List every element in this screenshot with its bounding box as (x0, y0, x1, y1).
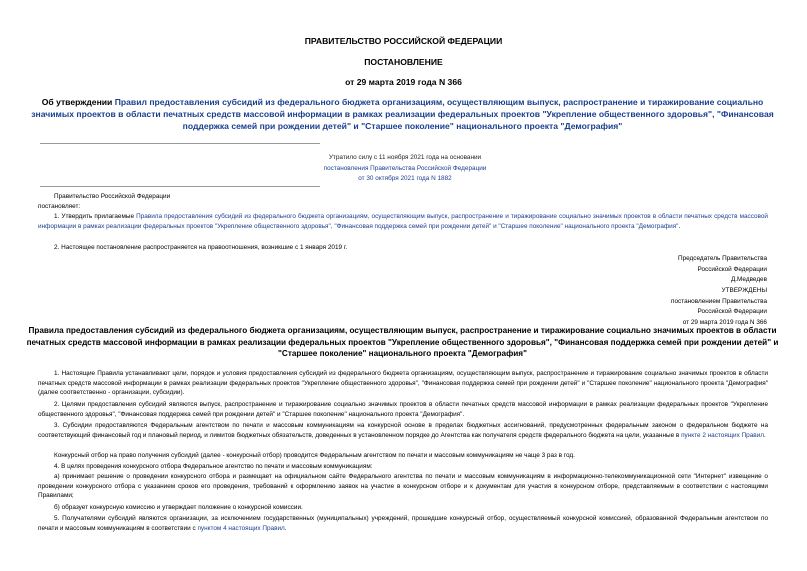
document-title (20, 96, 785, 132)
divider-top (40, 143, 320, 144)
repeal-notice-text: Утратило силу с 11 ноября 2021 года на основании (328, 154, 482, 161)
doc-type-heading: ПОСТАНОВЛЕНИЕ (364, 57, 443, 67)
rule-4b: б) образует конкурсную комиссию и утверждает положение о конкурсной комиссии. (54, 504, 303, 511)
document-title-prefix: Об утверждении (41, 97, 115, 107)
signature-line-1: Председатель Правительства (678, 255, 767, 262)
rule-5-suffix: . (284, 524, 287, 532)
rule-4a: а) принимает решение о проведении конкурсного отбора и размещает на официальном сайте Федерального агентства по печати и массовым коммуникациям в информационно-телекоммуникационной сети "Интернет" извещение о проведении конкурсного отбора с указанием сроков его проведения, требований к оформлению заявок на участие в конкурсном отборе и к документам для участия в конкурсном отборе, представляемым в соответствии с настоящими Правилами; (38, 473, 768, 500)
rule-1: 1. Настоящие Правила устанавливают цели, порядок и условия предоставления субсидий из федерального бюджета организациям, осуществляющим выпуск, распространение и тиражирование социально значимых проектов в области печатных средств массовой информации в рамках реализации федеральных проектов "Укрепление общественного здоровья", "Финансовая поддержка семей при рождении детей" и "Старшее поколение" национального проекта "Демография" (далее соответственно - организации, субсидии). (38, 370, 768, 397)
rule-3-suffix: . (764, 431, 766, 439)
divider-bottom (40, 186, 320, 187)
rule-5-prefix: 5. Получателями субсидий являются организации, за исключением государственных (муниципальных) учреждений, прошедшие конкурсный отбор, осуществляемый конкурсной комиссией, образованной Федеральным агентством по печати и массовым коммуникациям в соответствии с (38, 515, 768, 532)
approved-line-4: от 29 марта 2019 года N 366 (682, 318, 767, 326)
rule-2: 2. Целями предоставления субсидий являются выпуск, распространение и тиражирование социально значимых проектов в области печатных средств массовой информации в рамках реализации федеральных проектов "Укрепление общественного здоровья", "Финансовая поддержка семей при рождении детей" и "Старшее поколение" национального проекта "Демография". (38, 401, 768, 418)
rule-3-selection: Конкурсный отбор на право получения субсидий (далее - конкурсный отбор) проводится Федеральным агентством по печати и массовым коммуникациям не чаще 3 раз в год. (54, 452, 575, 459)
preamble (38, 192, 768, 211)
approved-line-2: постановлением Правительства (671, 297, 767, 305)
item-1-prefix: 1. Утвердить прилагаемые (54, 213, 137, 220)
preamble-line-2: постановляет: (38, 202, 81, 210)
signature-line-2: Российской Федерации (697, 265, 767, 273)
government-heading: ПРАВИТЕЛЬСТВО РОССИЙСКОЙ ФЕДЕРАЦИИ (304, 36, 503, 46)
item-2: 2. Настоящее постановление распространяется на правоотношения, возникшие с 1 января 2019 г. (54, 244, 348, 251)
item-1 (38, 212, 768, 231)
repeal-notice-link-1[interactable]: постановления Правительства Российской Федерации (323, 164, 487, 172)
approved-line-3: Российской Федерации (697, 308, 767, 315)
rules-title: Правила предоставления субсидий из федерального бюджета организациям, осуществляющим выпуск, распространение и тиражирование социально значимых проектов в области печатных средств массовой информации в рамках реализации федеральных проектов "Укрепление общественного здоровья", "Финансовая поддержка семей при рождении детей" и "Старшее поколение" национального проекта "Демография" (26, 326, 779, 358)
preamble-line-1: Правительство Российской Федерации (54, 193, 171, 200)
rule-3-link[interactable]: пункте 2 настоящих Правил (681, 431, 764, 439)
approved-block (467, 286, 767, 328)
signature-block (467, 254, 767, 286)
document-title-link[interactable]: Правил предоставления субсидий из федерального бюджета организациям, осуществляющим выпуск, распространение и тиражирование социально значимых проектов в области печатных средств массовой информации в рамках реализации федеральных проектов "Укрепление общественного здоровья", "Финансовая поддержка семей при рождении детей" и "Старшее поколение" национального проекта "Демография" (31, 97, 774, 131)
repeal-notice-link-2[interactable]: от 30 октября 2021 года N 1882 (358, 175, 452, 182)
rule-5 (38, 514, 768, 533)
doc-date-number: от 29 марта 2019 года N 366 (345, 77, 462, 87)
signature-line-3: Д.Медведев (730, 276, 767, 283)
item-1-link[interactable]: Правила предоставления субсидий из федерального бюджета организациям, осуществляющим выпуск, распространение и тиражирование социально значимых проектов в области печатных средств массовой информации в рамках реализации федеральных проектов "Укрепление общественного здоровья", "Финансовая поддержка семей при рождении детей" и "Старшее поколение" национального проекта "Демография" (38, 213, 768, 230)
rule-3-prefix: 3. Субсидии предоставляются Федеральным агентством по печати и массовым коммуникациям на конкурсной основе в пределах бюджетных ассигнований, предусмотренных федеральным законом о федеральном бюджете на соответствующий финансовый год и плановый период, и лимитов бюджетных обязательств, доведенных в установленном порядке до Агентства как получателя средств федерального бюджета на цели, указанные в (38, 422, 768, 439)
rule-4: 4. В целях проведения конкурсного отбора Федеральное агентство по печати и массовым коммуникациям: (54, 463, 373, 470)
approved-line-1: УТВЕРЖДЕНЫ (721, 287, 767, 294)
rule-5-link[interactable]: пунктом 4 настоящих Правил (197, 524, 285, 532)
rule-3 (38, 421, 768, 440)
repeal-notice (260, 153, 550, 185)
item-1-suffix: . (678, 222, 681, 230)
